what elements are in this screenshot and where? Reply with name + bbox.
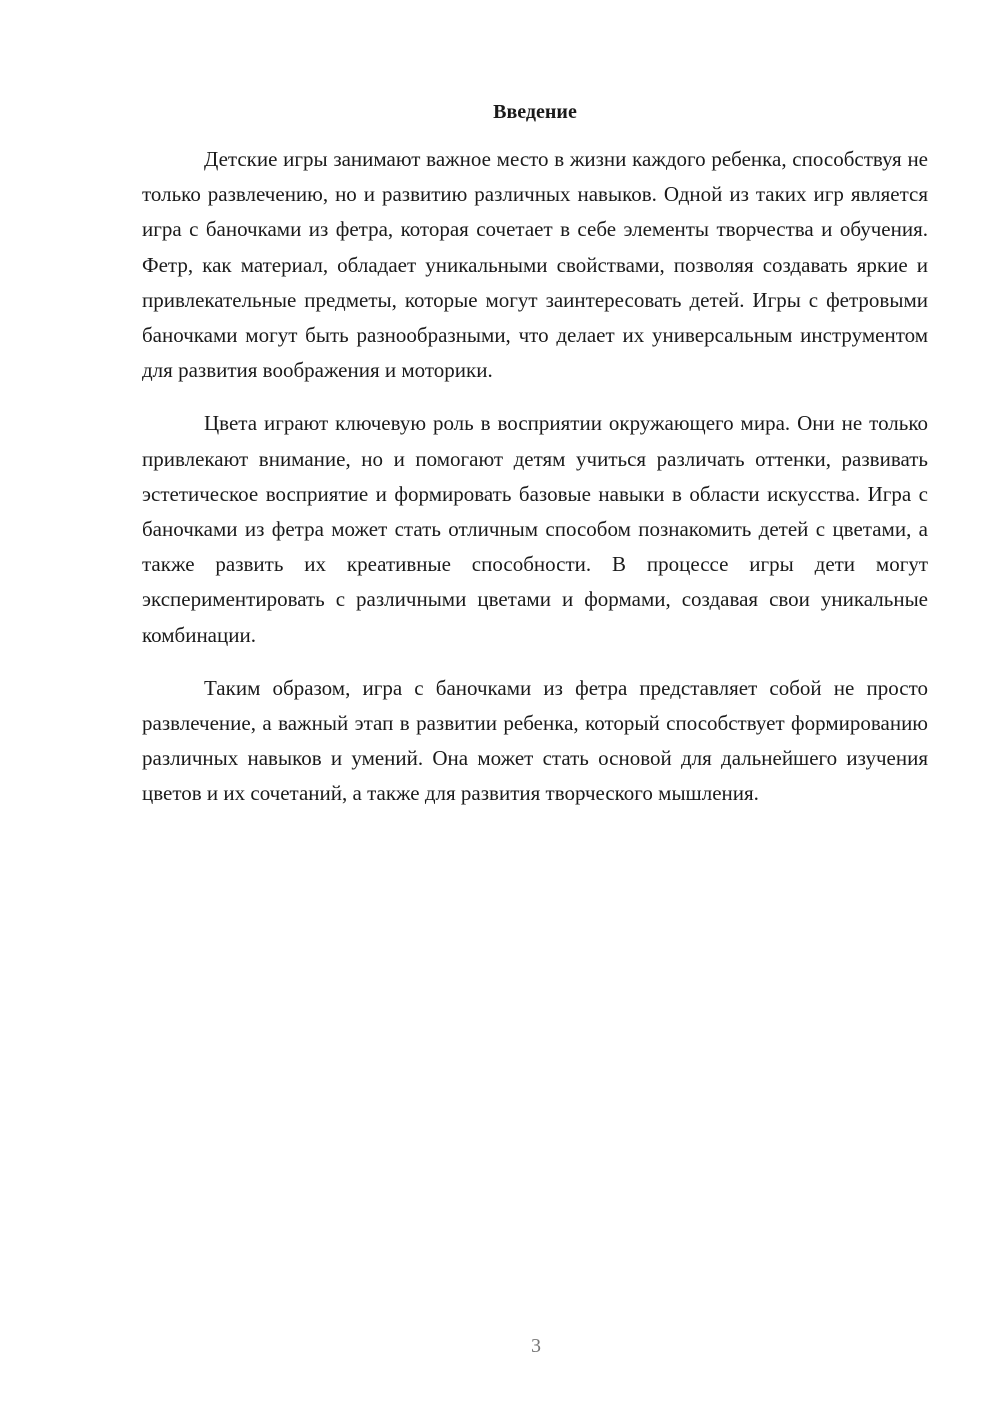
body-text <box>142 142 928 830</box>
paragraph-3: Таким образом, игра с баночками из фетра представляет собой не просто развлечение, а важный этап в развитии ребенка, который способствует формированию различных навыков и умений. Она может стать основой для дальнейшего изучения цветов и их сочетаний, а также для развития творческого мышления. <box>142 675 928 806</box>
section-heading: Введение <box>493 101 577 123</box>
paragraph-1: Детские игры занимают важное место в жизни каждого ребенка, способствуя не только развлечению, но и развитию различных навыков. Одной из таких игр является игра с баночками из фетра, которая сочетает в себе элементы творчества и обучения. Фетр, как материал, обладает уникальными свойствами, позволяя создавать яркие и привлекательные предметы, которые могут заинтересовать детей. Игры с фетровыми баночками могут быть разнообразными, что делает их универсальным инструментом для развития воображения и моторики. <box>142 147 928 383</box>
page-number: 3 <box>531 1335 541 1357</box>
paragraph-2: Цвета играют ключевую роль в восприятии окружающего мира. Они не только привлекают внимание, но и помогают детям учиться различать оттенки, развивать эстетическое восприятие и формировать базовые навыки в области искусства. Игра с баночками из фетра может стать отличным способом познакомить детей с цветами, а также развить их креативные способности. В процессе игры дети могут экспериментировать с различными цветами и формами, создавая свои уникальные комбинации. <box>142 411 928 647</box>
